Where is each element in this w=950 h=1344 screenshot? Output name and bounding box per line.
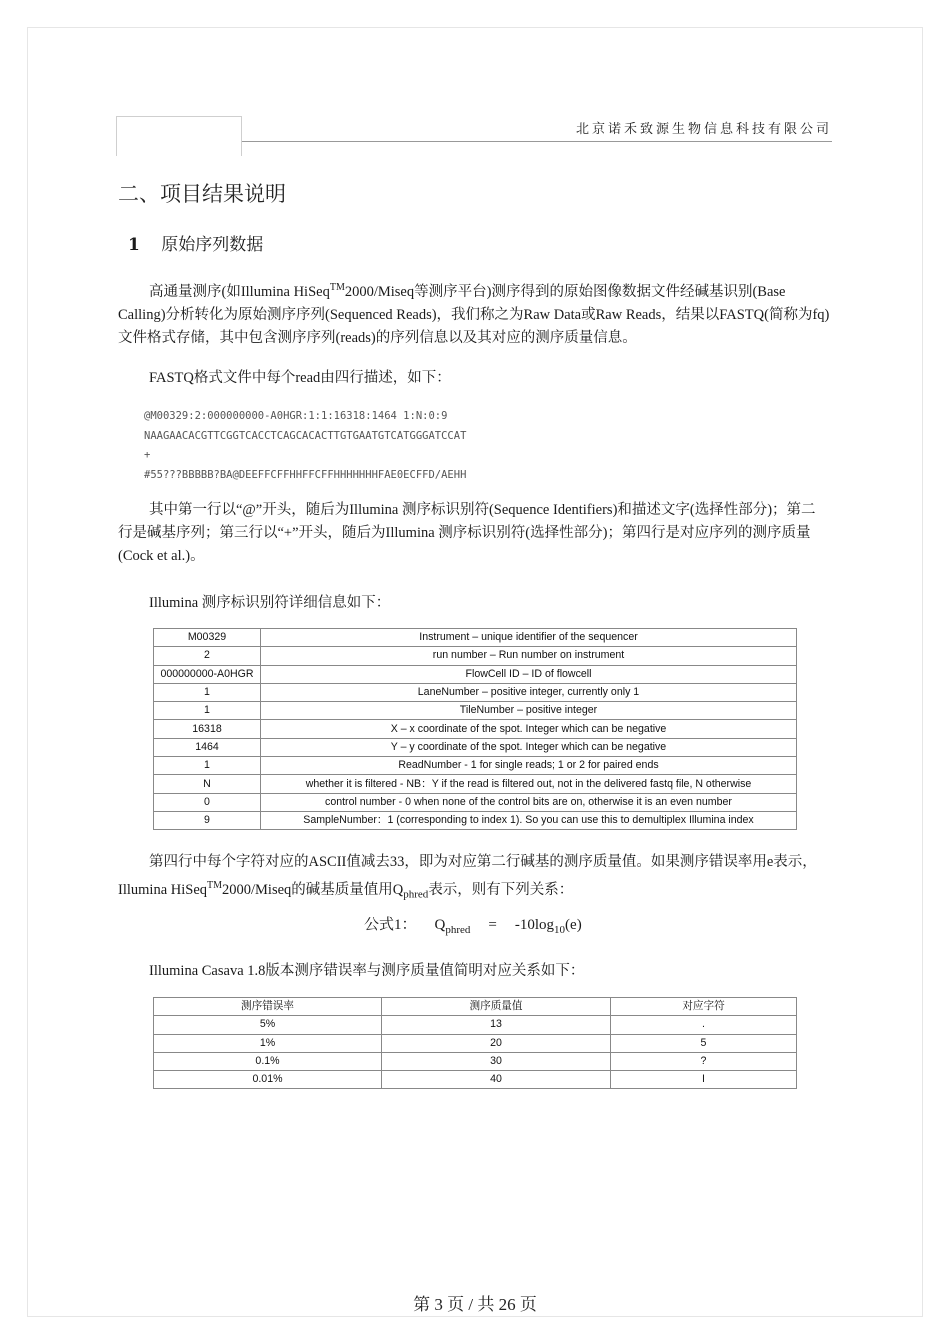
char-cell: I	[611, 1071, 797, 1089]
formula-q	[435, 917, 471, 936]
identifier-desc: TileNumber – positive integer	[261, 702, 797, 720]
identifier-desc: SampleNumber：1 (corresponding to index 1). So you can use this to demultiplex Illumina index	[261, 811, 797, 829]
subsection-title: 原始序列数据	[161, 235, 264, 255]
casava-intro: Illumina Casava 1.8版本测序错误率与测序质量值简明对应关系如下：	[149, 963, 585, 979]
identifier-desc: LaneNumber – positive integer, currently only 1	[261, 683, 797, 701]
identifier-desc: FlowCell ID – ID of flowcell	[261, 665, 797, 683]
table-row	[154, 757, 797, 775]
quality-value-cell: 30	[382, 1052, 611, 1070]
quality-text-a: 第四行中每个字符对应的ASCII值减去33，即为对应第二行碱基的测序质量值。如果测序错误率用e表示，Illumina HiSeq	[118, 854, 817, 898]
error-rate-cell: 1%	[154, 1034, 382, 1052]
logo-placeholder	[116, 116, 242, 156]
phred-subscript: phred	[403, 888, 429, 901]
quality-value-cell: 20	[382, 1034, 611, 1052]
intro-text-a: 高通量测序(如Illumina HiSeq	[149, 283, 330, 300]
table-row	[154, 793, 797, 811]
quality-paragraph	[118, 851, 830, 907]
identifier-value: M00329	[154, 629, 261, 647]
fastq-line: @M00329:2:000000000-A0HGR:1:1:16318:1464 1:N:0:9	[144, 410, 448, 422]
identifier-desc: run number – Run number on instrument	[261, 647, 797, 665]
table-row	[154, 1034, 797, 1052]
char-cell: 5	[611, 1034, 797, 1052]
column-header: 测序错误率	[154, 998, 382, 1016]
quality-table	[153, 997, 797, 1089]
table-row	[154, 738, 797, 756]
char-cell: .	[611, 1016, 797, 1034]
table-row	[154, 720, 797, 738]
table-row	[154, 1052, 797, 1070]
identifier-desc: Instrument – unique identifier of the sequencer	[261, 629, 797, 647]
column-header: 对应字符	[611, 998, 797, 1016]
identifier-value: 2	[154, 647, 261, 665]
formula-rhs	[515, 917, 582, 936]
page-number: 第 3 页 / 共 26 页	[413, 1295, 537, 1314]
identifier-table	[153, 628, 797, 830]
formula-label: 公式1：	[364, 917, 417, 933]
identifier-intro: Illumina 测序标识别符详细信息如下：	[149, 595, 391, 611]
fastq-line: #55???BBBBB?BA@DEEFFCFFHHFFCFFHHHHHHHFAE0ECFFD/AEHH	[144, 468, 467, 481]
quality-value-cell: 13	[382, 1016, 611, 1034]
identifier-desc: X – x coordinate of the spot. Integer which can be negative	[261, 720, 797, 738]
table-header-row	[154, 998, 797, 1016]
formula-arg: (e)	[565, 917, 582, 933]
formula-log-base: 10	[554, 924, 566, 936]
identifier-value: N	[154, 775, 261, 793]
formula-log: -10log	[514, 917, 555, 933]
table-row	[154, 647, 797, 665]
identifier-desc: control number - 0 when none of the control bits are on, otherwise it is an even number	[261, 793, 797, 811]
table-row	[154, 702, 797, 720]
table-row	[154, 629, 797, 647]
intro-paragraph	[118, 276, 830, 350]
table-row	[154, 811, 797, 829]
formula-equals: =	[488, 917, 497, 933]
subsection-heading	[128, 230, 263, 255]
section-title: 二、项目结果说明	[118, 182, 286, 206]
identifier-desc: Y – y coordinate of the spot. Integer which can be negative	[261, 738, 797, 756]
identifier-value: 1	[154, 683, 261, 701]
identifier-value: 000000000-A0HGR	[154, 665, 261, 683]
fastq-line: NAAGAACACGTTCGGTCACCTCAGCACACTTGTGAATGTCATGGGATCCAT	[144, 429, 467, 442]
fastq-line: +	[144, 449, 151, 461]
error-rate-cell: 0.1%	[154, 1052, 382, 1070]
error-rate-cell: 5%	[154, 1016, 382, 1034]
identifier-value: 1464	[154, 738, 261, 756]
identifier-desc: whether it is filtered - NB：Y if the read is filtered out, not in the delivered fastq file, N otherwise	[261, 775, 797, 793]
fastq-example	[144, 407, 466, 485]
table-row	[154, 775, 797, 793]
trademark-mark: TM	[207, 880, 223, 891]
header-divider	[242, 141, 832, 142]
fastq-explanation: 其中第一行以“@”开头，随后为Illumina 测序标识别符(Sequence Identifiers)和描述文字(选择性部分)；第二行是碱基序列；第三行以“+”开头，随后为Illumina 测序标识别符(选择性部分)；第四行是对应序列的测序质量(Cock et al.)。	[118, 502, 816, 564]
identifier-value: 1	[154, 757, 261, 775]
formula-q-letter: Q	[434, 917, 446, 933]
table-row	[154, 683, 797, 701]
quality-value-cell: 40	[382, 1071, 611, 1089]
identifier-value: 0	[154, 793, 261, 811]
table-row	[154, 665, 797, 683]
identifier-desc: ReadNumber - 1 for single reads; 1 or 2 for paired ends	[261, 757, 797, 775]
identifier-value: 9	[154, 811, 261, 829]
column-header: 测序质量值	[382, 998, 611, 1016]
quality-text-c: 表示，则有下列关系：	[428, 881, 574, 898]
table-row	[154, 1071, 797, 1089]
char-cell: ?	[611, 1052, 797, 1070]
intro-text-b: 2000/Miseq等测序平台)测序得到的原始图像数据文件经碱基识别(Base Calling)分析转化为原始测序序列(Sequenced Reads)，我们称之为Raw Data或Raw Reads，结果以FASTQ(简称为fq)文件格式存储，其中包含测序序列(reads)的序列信息以及其对应的测序质量信息。	[118, 283, 830, 346]
trademark-mark: TM	[329, 282, 345, 293]
identifier-value: 1	[154, 702, 261, 720]
subsection-number: 1	[128, 235, 140, 255]
error-rate-cell: 0.01%	[154, 1071, 382, 1089]
formula	[364, 913, 582, 936]
formula-q-sub: phred	[445, 924, 471, 936]
table-row	[154, 1016, 797, 1034]
company-name: 北京诺禾致源生物信息科技有限公司	[575, 122, 832, 137]
quality-text-b: 2000/Miseq的碱基质量值用Q	[222, 881, 404, 898]
identifier-value: 16318	[154, 720, 261, 738]
fastq-intro: FASTQ格式文件中每个read由四行描述，如下：	[149, 370, 451, 386]
